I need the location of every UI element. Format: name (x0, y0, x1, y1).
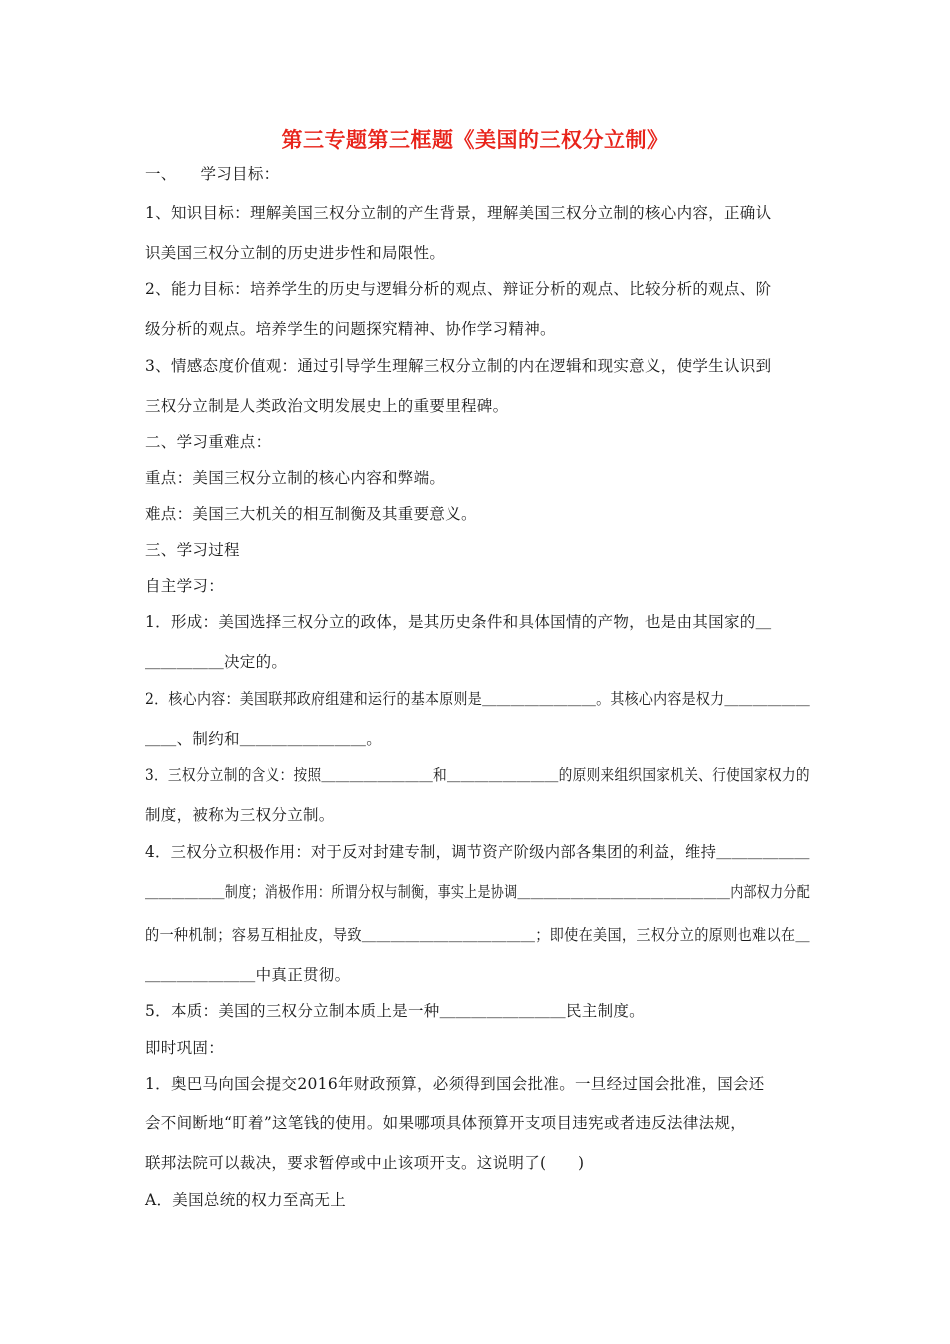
paragraph-line: 1、知识目标：理解美国三权分立制的产生背景，理解美国三权分立制的核心内容，正确认 (145, 204, 772, 222)
paragraph-line: ＿＿＿＿＿决定的。 (145, 653, 288, 671)
section-heading-process: 三、学习过程 (145, 541, 240, 559)
section-heading-goals: 一、 学习目标： (145, 165, 280, 183)
paragraph-line: 2．核心内容：美国联邦政府组建和运行的基本原则是＿＿＿＿＿＿＿＿。其核心内容是权力＿＿＿＿＿＿ (145, 690, 810, 708)
paragraph-line: ＿＿、制约和＿＿＿＿＿＿＿＿。 (145, 730, 383, 748)
paragraph-line: 识美国三权分立制的历史进步性和局限性。 (145, 244, 446, 262)
paragraph-line: 重点：美国三权分立制的核心内容和弊端。 (145, 469, 446, 487)
paragraph-line: 2、能力目标：培养学生的历史与逻辑分析的观点、辩证分析的观点、比较分析的观点、阶 (145, 280, 772, 298)
paragraph-line: 制度，被称为三权分立制。 (145, 806, 335, 824)
paragraph-line: 3．三权分立制的含义：按照＿＿＿＿＿＿＿＿和＿＿＿＿＿＿＿＿的原则来组织国家机关、行使国家权力的 (145, 766, 810, 784)
paragraph-line: ＿＿＿＿＿＿制度；消极作用：所谓分权与制衡，事实上是协调＿＿＿＿＿＿＿＿＿＿＿＿＿＿＿＿内部权力分配 (145, 883, 811, 901)
subheading-practice: 即时巩固： (145, 1039, 225, 1057)
paragraph-line: 三权分立制是人类政治文明发展史上的重要里程碑。 (145, 397, 509, 415)
document-title: 第三专题第三框题《美国的三权分立制》 (281, 128, 669, 152)
section-heading-key-points: 二、学习重难点： (145, 433, 272, 451)
paragraph-line: 级分析的观点。培养学生的问题探究精神、协作学习精神。 (145, 320, 556, 338)
paragraph-line: 4．三权分立积极作用：对于反对封建专制，调节资产阶级内部各集团的利益，维持＿＿＿＿＿＿ (145, 843, 810, 861)
question-line: 会不间断地“盯着”这笔钱的使用。如果哪项具体预算开支项目违宪或者违反法律法规， (145, 1114, 747, 1132)
question-line: 联邦法院可以裁决，要求暂停或中止该项开支。这说明了( ) (145, 1154, 585, 1172)
paragraph-line: 1．形成：美国选择三权分立的政体，是其历史条件和具体国情的产物，也是由其国家的＿ (145, 613, 772, 631)
paragraph-line: 的一种机制；容易互相扯皮，导致＿＿＿＿＿＿＿＿＿＿＿＿；即使在美国，三权分立的原则也难以在＿ (145, 926, 810, 944)
subheading-self-study: 自主学习： (145, 577, 225, 595)
paragraph-line: 3、情感态度价值观：通过引导学生理解三权分立制的内在逻辑和现实意义，使学生认识到 (145, 357, 772, 375)
paragraph-line: ＿＿＿＿＿＿＿中真正贯彻。 (145, 966, 351, 984)
question-line: 1．奥巴马向国会提交2016年财政预算，必须得到国会批准。一旦经过国会批准，国会还 (145, 1075, 765, 1093)
paragraph-line: 5．本质：美国的三权分立制本质上是一种＿＿＿＿＿＿＿＿民主制度。 (145, 1002, 645, 1020)
paragraph-line: 难点：美国三大机关的相互制衡及其重要意义。 (145, 505, 477, 523)
answer-option: A．美国总统的权力至高无上 (145, 1191, 347, 1209)
